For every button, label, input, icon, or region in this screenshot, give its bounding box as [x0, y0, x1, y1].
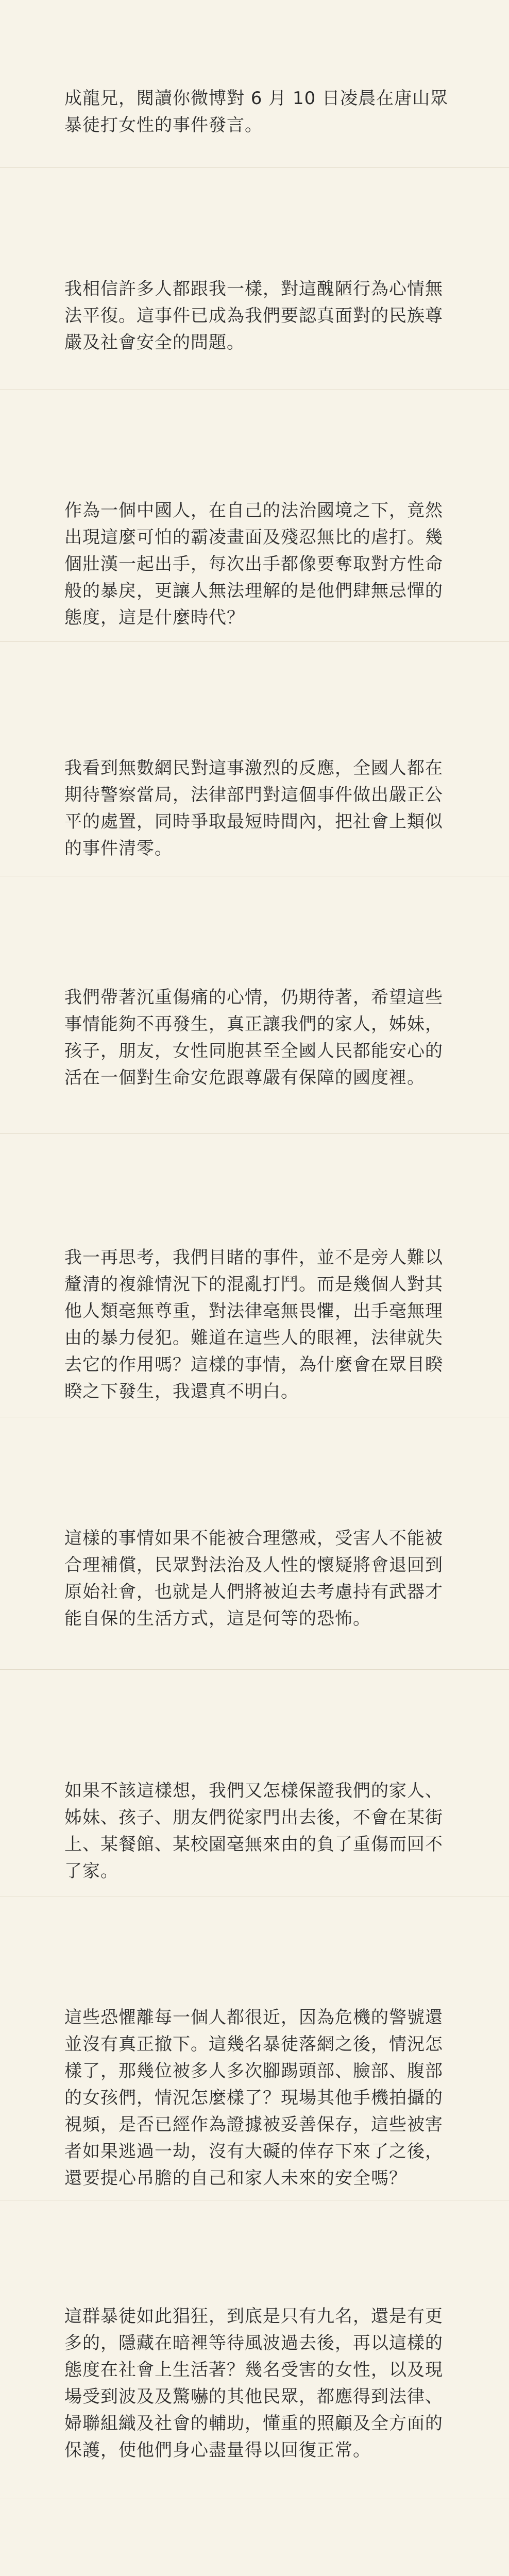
paragraph-divider: [0, 167, 509, 168]
paragraph-divider: [0, 1669, 509, 1670]
paragraph-divider: [0, 1133, 509, 1134]
paragraph-4: 我看到無數網民對這事激烈的反應，全國人都在期待警察當局，法律部門對這個事件做出嚴正公平的處置，同時爭取最短時間內，把社會上類似的事件清零。: [64, 758, 443, 859]
paragraph-5: 我們帶著沉重傷痛的心情，仍期待著，希望這些事情能夠不再發生，真正讓我們的家人，姊妹，孩子，朋友，女性同胞甚至全國人民都能安心的活在一個對生命安危跟尊嚴有保障的國度裡。: [64, 987, 443, 1088]
paragraph-8: 如果不該這樣想，我們又怎樣保證我們的家人、姊妹、孩子、朋友們從家門出去後，不會在某街上、某餐館、某校園毫無來由的負了重傷而回不了家。: [64, 1781, 443, 1882]
paragraph-1: 成龍兄，閱讀你微博對 6 月 10 日凌晨在唐山眾暴徒打女性的事件發言。: [64, 88, 449, 135]
paragraph-6: 我一再思考，我們目睹的事件，並不是旁人難以釐清的複雜情況下的混亂打鬥。而是幾個人對其他人類毫無尊重，對法律毫無畏懼，出手毫無理由的暴力侵犯。難道在這些人的眼裡，法律就失去它的作用嗎？這樣的事情，為什麼會在眾目睽睽之下發生，我還真不明白。: [64, 1247, 443, 1402]
paragraph-2: 我相信許多人都跟我一樣，對這醜陋行為心情無法平復。這事件已成為我們要認真面對的民族尊嚴及社會安全的問題。: [64, 279, 443, 353]
paragraph-3: 作為一個中國人，在自己的法治國境之下，竟然出現這麼可怕的霸凌畫面及殘忍無比的虐打。幾個壯漢一起出手，每次出手都像要奪取對方性命般的暴戾，更讓人無法理解的是他們肆無忌憚的態度，這是什麼時代？: [64, 500, 443, 628]
paragraph-9: 這些恐懼離每一個人都很近，因為危機的警號還並沒有真正撤下。這幾名暴徒落網之後，情況怎樣了，那幾位被多人多次腳踢頭部、臉部、腹部的女孩們，情況怎麼樣了？現場其他手機拍攝的視頻，是否已經作為證據被妥善保存，這些被害者如果逃過一劫，沒有大礙的倖存下來了之後，還要提心吊膽的自己和家人未來的安全嗎？: [64, 2007, 443, 2189]
paragraph-7: 這樣的事情如果不能被合理懲戒，受害人不能被合理補償，民眾對法治及人性的懷疑將會退回到原始社會，也就是人們將被迫去考慮持有武器才能自保的生活方式，這是何等的恐怖。: [64, 1528, 443, 1629]
paragraph-10: 這群暴徒如此猖狂，到底是只有九名，還是有更多的，隱藏在暗裡等待風波過去後，再以這樣的態度在社會上生活著？幾名受害的女性，以及現場受到波及及驚嚇的其他民眾，都應得到法律、婦聯組織及社會的輔助，懂重的照顧及全方面的保護，使他們身心盡量得以回復正常。: [64, 2306, 443, 2461]
paragraph-divider: [0, 641, 509, 642]
